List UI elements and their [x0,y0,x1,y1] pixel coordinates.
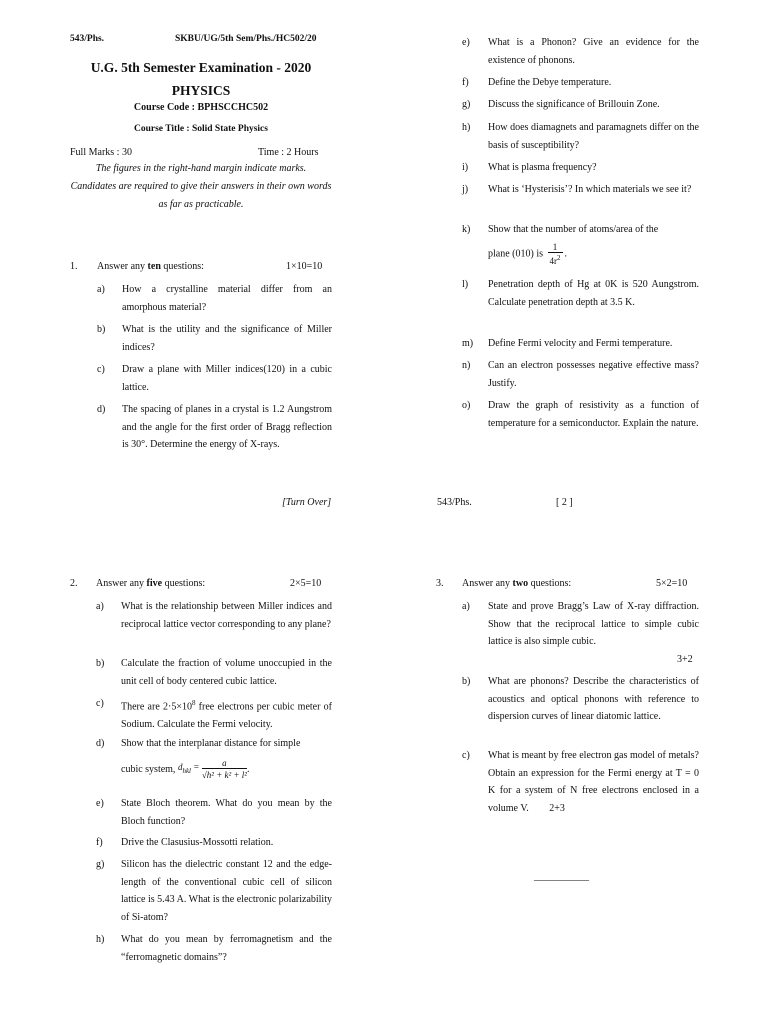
exam-time: Time : 2 Hours [258,147,319,158]
item-label: l) [462,279,469,290]
question-prompt: Answer any two questions: [462,578,572,589]
item-label: h) [96,934,105,945]
question-prompt: Answer any five questions: [96,578,206,589]
course-code: Course Code : BPHSCCHC502 [133,102,269,113]
item-label: c) [96,698,104,709]
item-text: Silicon has the dielectric constant 12 and the edge-length of the conventional cubic cell of silicon lattice is 5.43 A. What is the electronic polarizability of Si-atom? [121,859,332,923]
item-text: Define Fermi velocity and Fermi temperature. [488,338,673,349]
item-text: State Bloch theorem. What do you mean by the Bloch function? [121,798,332,827]
item-text: Penetration depth of Hg at 0K is 520 Aungstrom. Calculate penetration depth at 3.5 K. [488,279,699,308]
instruction-own-words: Candidates are required to give their answers in their own words as far as practicable. [70,181,332,210]
item-label: c) [97,364,105,375]
item-label: o) [462,400,471,411]
course-title: Course Title : Solid State Physics [134,124,268,134]
item-label: a) [462,601,470,612]
item-text: What is ‘Hysterisis’? In which materials we see it? [488,184,692,195]
full-marks: Full Marks : 30 [70,147,132,158]
item-label: g) [462,99,471,110]
item-marks: 2+3 [549,802,565,814]
item-label: e) [96,798,104,809]
item-text: Show that the interplanar distance for simple [121,738,301,749]
exam-title: U.G. 5th Semester Examination - 2020 [90,60,312,75]
footer-paper-code: 543/Phs. [437,497,472,508]
item-text: The spacing of planes in a crystal is 1.2 Aungstrom and the angle for the first order of Bragg reflection is 30°. Determine the energy of X-rays. [122,404,332,450]
item-text: Define the Debye temperature. [488,77,612,88]
instruction-marks: The figures in the right-hand margin indicate marks. [95,163,307,174]
item-text: What are phonons? Describe the characteristics of acoustics and optical phonons with reference to dispersion curves of linear diatomic lattice. [488,676,699,722]
question-prompt: Answer any ten questions: [97,261,204,272]
item-label: b) [462,676,471,687]
item-text: What is the relationship between Miller indices and reciprocal lattice vector corresponding to any plane? [121,601,332,630]
formula-fraction: $\frac{a}{\text{√h² + k² + l²}}$ [201,758,248,780]
question-marks: 2×5=10 [290,578,322,589]
item-label: f) [462,77,469,88]
interplanar-formula: $d_{hkl}$ = [177,761,200,775]
item-formula-line: cubic system, $d_{hkl}$ = $\frac{a}{\text{√h² + k² + l²}}$ . [121,758,250,780]
question-number: 2. [70,578,78,589]
subject-title: PHYSICS [171,83,231,98]
item-text: Can an electron possesses negative effective mass? Justify. [488,360,699,389]
item-label: d) [96,738,105,749]
turn-over-note: [Turn Over] [282,497,332,508]
item-label: k) [462,224,471,235]
question-number: 3. [436,578,444,589]
item-label: c) [462,750,470,761]
question-number: 1. [70,261,78,272]
item-formula-line: plane (010) is $\frac{1}{4r^2}$ . [488,242,567,266]
item-label: b) [97,324,106,335]
item-text: Discuss the significance of Brillouin Zone. [488,99,660,110]
item-label: a) [96,601,104,612]
item-marks: 3+2 [677,654,693,665]
paper-reference: SKBU/UG/5th Sem/Phs./HC502/20 [175,34,317,44]
item-text: State and prove Bragg’s Law of X-ray diffraction. Show that the reciprocal lattice to simple cubic lattice is also simple cubic. [488,601,699,647]
item-text: How does diamagnets and paramagnets differ on the basis of susceptibility? [488,122,699,151]
item-label: n) [462,360,471,371]
item-text: There are $2\cdot 5\times 10^8$ free electrons per cubic meter of Sodium. Calculate the Fermi velocity. [121,699,332,730]
paper-code: 543/Phs. [70,34,105,44]
item-label: i) [462,162,469,173]
item-label: f) [96,837,103,848]
item-label: m) [462,338,474,349]
item-text: What do you mean by ferromagnetism and the “ferromagnetic domains”? [121,934,332,963]
question-marks: 5×2=10 [656,578,688,589]
item-label: e) [462,37,470,48]
item-label: d) [97,404,106,415]
fraction: $\frac{1}{4r^2}$ [549,242,561,266]
item-text: What is the utility and the significance of Miller indices? [122,324,332,353]
item-text: Calculate the fraction of volume unoccupied in the unit cell of body centered cubic lattice. [121,658,332,687]
item-label: b) [96,658,105,669]
item-label: h) [462,122,471,133]
item-label: g) [96,859,105,870]
item-text: What is a Phonon? Give an evidence for the existence of phonons. [488,37,699,66]
item-label: a) [97,284,105,295]
question-marks: 1×10=10 [286,261,323,272]
item-text: Drive the Clasusius-Mossotti relation. [121,837,274,848]
item-text: What is meant by free electron gas model of metals? Obtain an expression for the Fermi energy at T = 0 K for a system of N free electrons enclosed in a volume V. 2+3 [488,750,699,814]
item-text: Draw the graph of resistivity as a function of temperature for a semiconductor. Explain the nature. [488,400,699,429]
item-text: Show that the number of atoms/area of the [488,224,659,235]
item-text: How a crystalline material differ from an amorphous material? [122,284,332,313]
item-label: j) [462,184,469,195]
end-of-paper-line: ___________ [534,871,589,882]
item-text: Draw a plane with Miller indices(120) in a cubic lattice. [122,364,332,393]
item-text: What is plasma frequency? [488,162,597,173]
page-number: [ 2 ] [556,497,573,508]
